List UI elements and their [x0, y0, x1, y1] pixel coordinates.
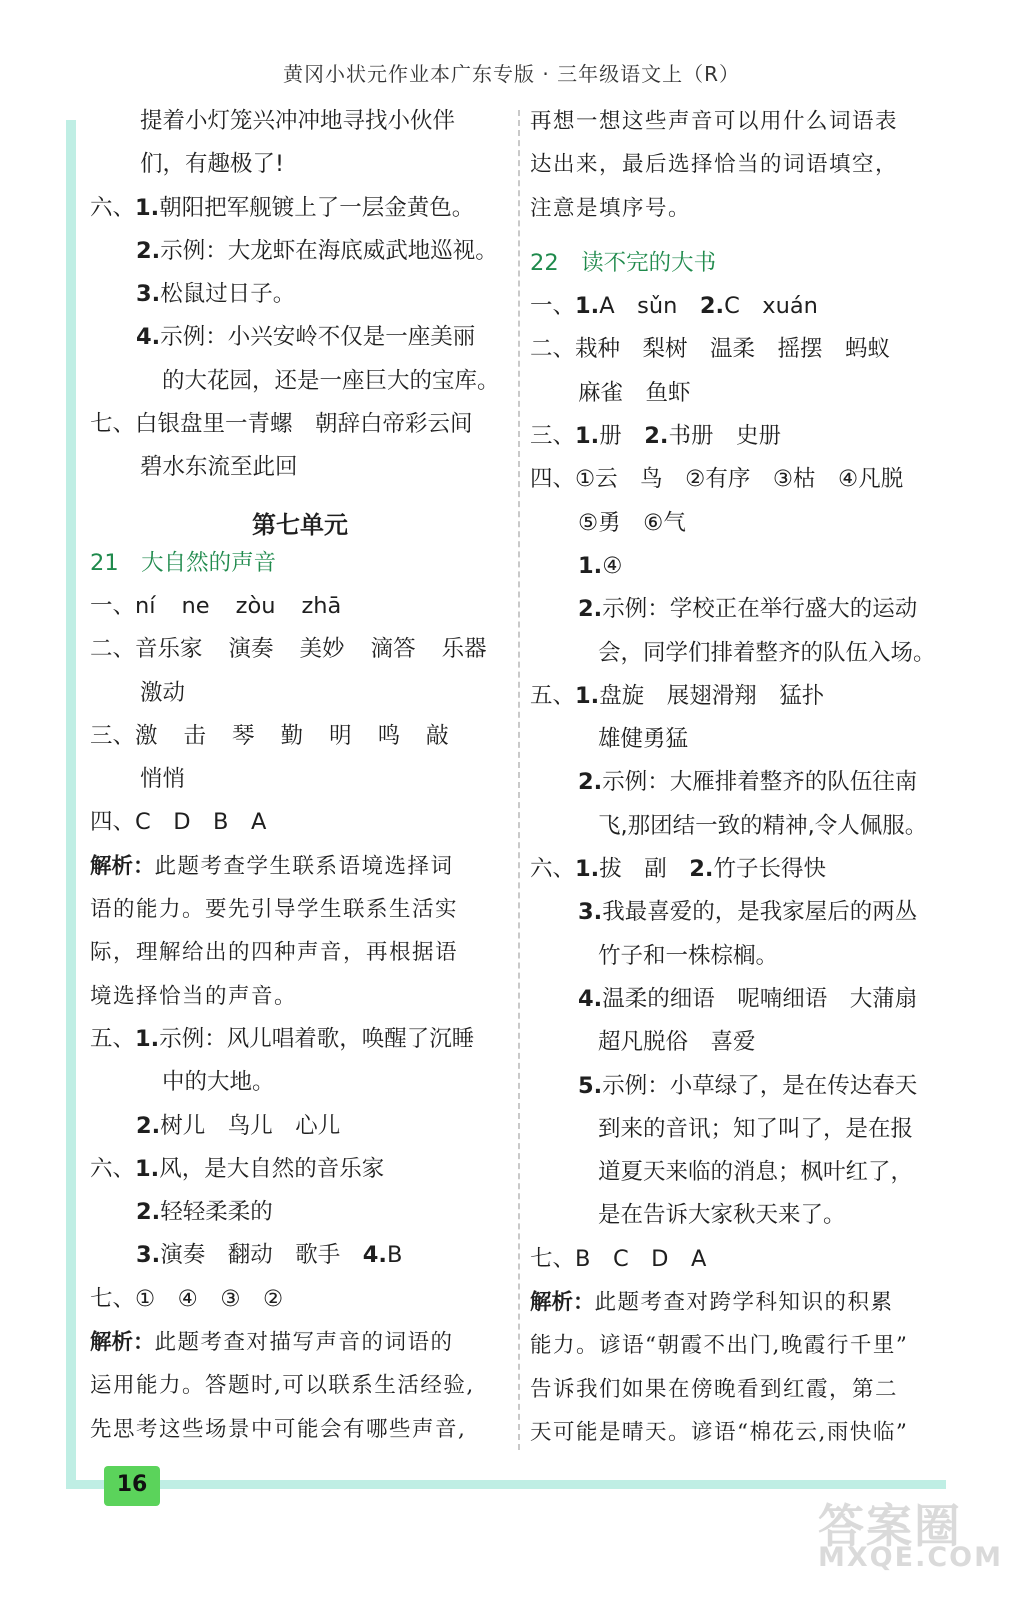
- section-label: 六、: [90, 194, 136, 221]
- character: 琴: [232, 722, 255, 749]
- item-number: 1.: [578, 552, 603, 579]
- answer-item: [530, 545, 960, 588]
- section-label: 二、: [530, 336, 576, 363]
- text-line: 竹子和一株棕榈。: [598, 942, 779, 969]
- section-label: 七、: [90, 411, 136, 438]
- answer-item: [90, 273, 510, 316]
- word: 滴答: [370, 636, 416, 663]
- answer-text: 我最喜爱的，是我家屋后的两丛: [602, 899, 918, 926]
- section-label: 七、: [90, 1285, 136, 1312]
- analysis-line: 达出来，最后选择恰当的词语填空，: [530, 152, 899, 178]
- item-number: 1.: [575, 856, 600, 883]
- character: 击: [183, 722, 207, 749]
- answer-item: [90, 715, 510, 758]
- answer-item: [530, 848, 960, 891]
- item-number: 2.: [578, 769, 603, 796]
- answer-text: 示例：学校正在举行盛大的运动: [602, 596, 918, 623]
- section-label: 三、: [530, 423, 576, 450]
- answer-item: [530, 761, 960, 804]
- word: 美妙: [299, 636, 345, 663]
- text-line: 超凡脱俗 喜爱: [598, 1029, 756, 1056]
- bottom-accent-bar: [66, 1480, 946, 1489]
- item-number: 1.: [575, 423, 600, 450]
- text-line: 会，同学们排着整齐的队伍入场。: [598, 639, 936, 666]
- text-line: 雄健勇猛: [598, 726, 689, 753]
- answer-item: [90, 801, 510, 844]
- left-column: [90, 100, 510, 1451]
- answer-item: [530, 415, 960, 458]
- item-number: 1.: [575, 682, 600, 709]
- answer-item: [90, 316, 510, 359]
- analysis-line: 境选择恰当的声音。: [90, 983, 298, 1009]
- lesson-heading: [90, 542, 510, 585]
- text-line: 激动: [140, 679, 186, 706]
- watermark-logo: 答案圈: [818, 1499, 962, 1553]
- answer-text: 白银盘里一青螺 朝辞白帝彩云间: [135, 411, 473, 438]
- answer-item: [90, 1148, 510, 1191]
- text-line: 提着小灯笼兴冲冲地寻找小伙伴: [140, 108, 456, 134]
- page-header: 黄冈小状元作业本广东专版 · 三年级语文上（R）: [283, 62, 740, 86]
- analysis-line: 能力。谚语“朝霞不出门,晚霞行千里”: [530, 1333, 909, 1359]
- answer-item: [90, 1278, 510, 1321]
- analysis-line: 再想一想这些声音可以用什么词语表: [530, 109, 899, 134]
- character: 敲: [426, 722, 449, 749]
- character: 激: [135, 722, 158, 749]
- section-label: 四、: [90, 809, 136, 836]
- answer-item: [530, 675, 960, 718]
- analysis-text: 此题考查对描写声音的词语的: [154, 1330, 454, 1356]
- left-accent-bar: [66, 120, 76, 1485]
- lesson-number: 22: [530, 249, 559, 276]
- analysis-text: 此题考查学生联系语境选择词: [154, 853, 454, 879]
- pinyin: ní: [135, 592, 156, 619]
- answer-text: 示例：小兴安岭不仅是一座美丽: [160, 324, 476, 351]
- item-number: 3.: [136, 1242, 161, 1269]
- right-column: [530, 100, 960, 1454]
- answer-text: ④: [602, 552, 623, 579]
- analysis-line: 语的能力。要先引导学生联系生活实: [90, 897, 459, 923]
- section-label: 五、: [530, 682, 576, 709]
- text-line: ⑤勇 ⑥气: [578, 509, 686, 536]
- analysis-line: 天可能是晴天。谚语“棉花云,雨快临”: [530, 1419, 909, 1445]
- answer-text: 朝阳把军舰镀上了一层金黄色。: [159, 194, 475, 221]
- answer-text: 示例：风儿唱着歌，唤醒了沉睡: [159, 1025, 475, 1052]
- answer-text: 盘旋 展翅滑翔 猛扑: [599, 682, 825, 709]
- answer-item: [90, 1234, 510, 1277]
- analysis-label: 解析：: [530, 1290, 595, 1316]
- answer-text: 松鼠过日子。: [160, 281, 296, 308]
- answer-item: [90, 585, 510, 628]
- analysis-line: [530, 1281, 960, 1324]
- watermark-url: MXQE.COM: [818, 1542, 1003, 1573]
- answer-text: 册: [599, 423, 622, 450]
- section-label: 六、: [530, 856, 576, 883]
- answer-item: [530, 1238, 960, 1281]
- answer-item: [530, 978, 960, 1021]
- item-number: 4.: [578, 985, 603, 1012]
- section-label: 五、: [90, 1025, 136, 1052]
- text-line: 到来的音讯；知了叫了，是在报: [598, 1115, 914, 1142]
- item-number: 2.: [136, 1112, 161, 1139]
- analysis-line: 注意是填序号。: [530, 195, 692, 221]
- answer-text: 竹子长得快: [713, 856, 826, 883]
- answer-item: [530, 285, 960, 328]
- answer-item: [90, 1105, 510, 1148]
- answer-text: B C D A: [575, 1245, 707, 1272]
- lesson-title: 大自然的声音: [141, 549, 277, 576]
- item-number: 2.: [136, 237, 161, 264]
- analysis-text: 此题考查对跨学科知识的积累: [594, 1290, 894, 1316]
- unit-title: 第七单元: [252, 510, 348, 539]
- lesson-number: 21: [90, 549, 119, 576]
- analysis-line: [90, 845, 510, 888]
- text-line: 麻雀 鱼虾: [578, 379, 691, 406]
- answer-text: A sǔn: [599, 293, 678, 320]
- analysis-line: [90, 1321, 510, 1364]
- answer-text: ① ④ ③ ②: [135, 1285, 284, 1312]
- lesson-heading: [530, 242, 960, 285]
- answer-text: B: [386, 1242, 403, 1269]
- text-line: 悄悄: [140, 766, 186, 793]
- page-number: 16: [116, 1472, 148, 1497]
- answer-item: [530, 588, 960, 631]
- item-number: 4.: [362, 1242, 387, 1269]
- item-number: 1.: [135, 1025, 160, 1052]
- character: 明: [329, 722, 352, 749]
- answer-text: 演奏 翻动 歌手: [160, 1242, 341, 1269]
- answer-text: ①云 鸟 ②有序 ③枯 ④凡脱: [575, 466, 904, 493]
- answer-text: 示例：大龙虾在海底威武地巡视。: [160, 237, 498, 264]
- character: 鸣: [377, 722, 401, 749]
- answer-text: 书册 史册: [668, 423, 781, 450]
- text-line: 飞,那团结一致的精神,令人佩服。: [598, 812, 928, 839]
- answer-text: 风，是大自然的音乐家: [159, 1155, 385, 1182]
- text-line: 中的大地。: [162, 1069, 275, 1096]
- section-label: 四、: [530, 466, 576, 493]
- text-line: 碧水东流至此回: [140, 454, 298, 481]
- word: 演奏: [228, 636, 274, 663]
- word: 音乐家: [135, 636, 203, 663]
- answer-item: [90, 1191, 510, 1234]
- item-number: 1.: [135, 194, 160, 221]
- answer-item: [530, 328, 960, 371]
- text-line: 是在告诉大家秋天来了。: [598, 1202, 846, 1229]
- word: 乐器: [441, 636, 487, 663]
- analysis-label: 解析：: [90, 1330, 155, 1356]
- item-number: 1.: [575, 293, 600, 320]
- text-line: 道夏天来临的消息；枫叶红了，: [598, 1159, 914, 1186]
- answer-text: C D B A: [135, 809, 267, 836]
- section-label: 七、: [530, 1245, 576, 1272]
- text-line: 的大花园，还是一座巨大的宝库。: [162, 367, 500, 394]
- answer-item: [530, 891, 960, 934]
- answer-item: [530, 458, 960, 501]
- answer-item: [90, 230, 510, 273]
- answer-text: 拔 副: [599, 856, 667, 883]
- answer-text: 树儿 鸟儿 心儿: [160, 1112, 341, 1139]
- item-number: 4.: [136, 324, 161, 351]
- column-divider: [518, 110, 520, 1450]
- section-label: 二、: [90, 636, 136, 663]
- item-number: 3.: [578, 899, 603, 926]
- section-label: 一、: [90, 592, 136, 619]
- item-number: 3.: [136, 281, 161, 308]
- answer-item: [90, 187, 510, 230]
- analysis-line: 告诉我们如果在傍晚看到红霞，第二: [530, 1376, 899, 1402]
- answer-item: [90, 1018, 510, 1061]
- answer-item: [90, 403, 510, 446]
- answer-text: 示例：大雁排着整齐的队伍往南: [602, 769, 918, 796]
- answer-text: 栽种 梨树 温柔 摇摆 蚂蚁: [575, 336, 891, 363]
- analysis-label: 解析：: [90, 853, 155, 879]
- analysis-line: 际，理解给出的四种声音，再根据语: [90, 940, 459, 966]
- answer-item: [530, 1065, 960, 1108]
- item-number: 2.: [689, 856, 714, 883]
- section-label: 一、: [530, 293, 576, 320]
- pinyin: ne: [181, 592, 210, 619]
- section-label: 六、: [90, 1155, 136, 1182]
- item-number: 2.: [699, 293, 725, 320]
- pinyin: zhā: [301, 592, 342, 619]
- item-number: 2.: [136, 1199, 161, 1226]
- lesson-title: 读不完的大书: [581, 249, 717, 276]
- answer-text: 温柔的细语 呢喃细语 大蒲扇: [602, 985, 918, 1012]
- character: 勤: [280, 722, 304, 749]
- item-number: 2.: [578, 596, 603, 623]
- section-label: 三、: [90, 722, 136, 749]
- answer-text: 轻轻柔柔的: [160, 1199, 273, 1226]
- analysis-line: 先思考这些场景中可能会有哪些声音,: [90, 1416, 467, 1442]
- answer-text: C xuán: [724, 293, 818, 320]
- answer-text: 示例：小草绿了，是在传达春天: [602, 1072, 918, 1099]
- item-number: 5.: [578, 1072, 603, 1099]
- text-line: 们，有趣极了!: [140, 151, 285, 178]
- pinyin: zòu: [235, 592, 276, 619]
- answer-item: [90, 628, 510, 671]
- item-number: 2.: [644, 423, 669, 450]
- analysis-line: 运用能力。答题时,可以联系生活经验,: [90, 1373, 475, 1399]
- item-number: 1.: [135, 1155, 160, 1182]
